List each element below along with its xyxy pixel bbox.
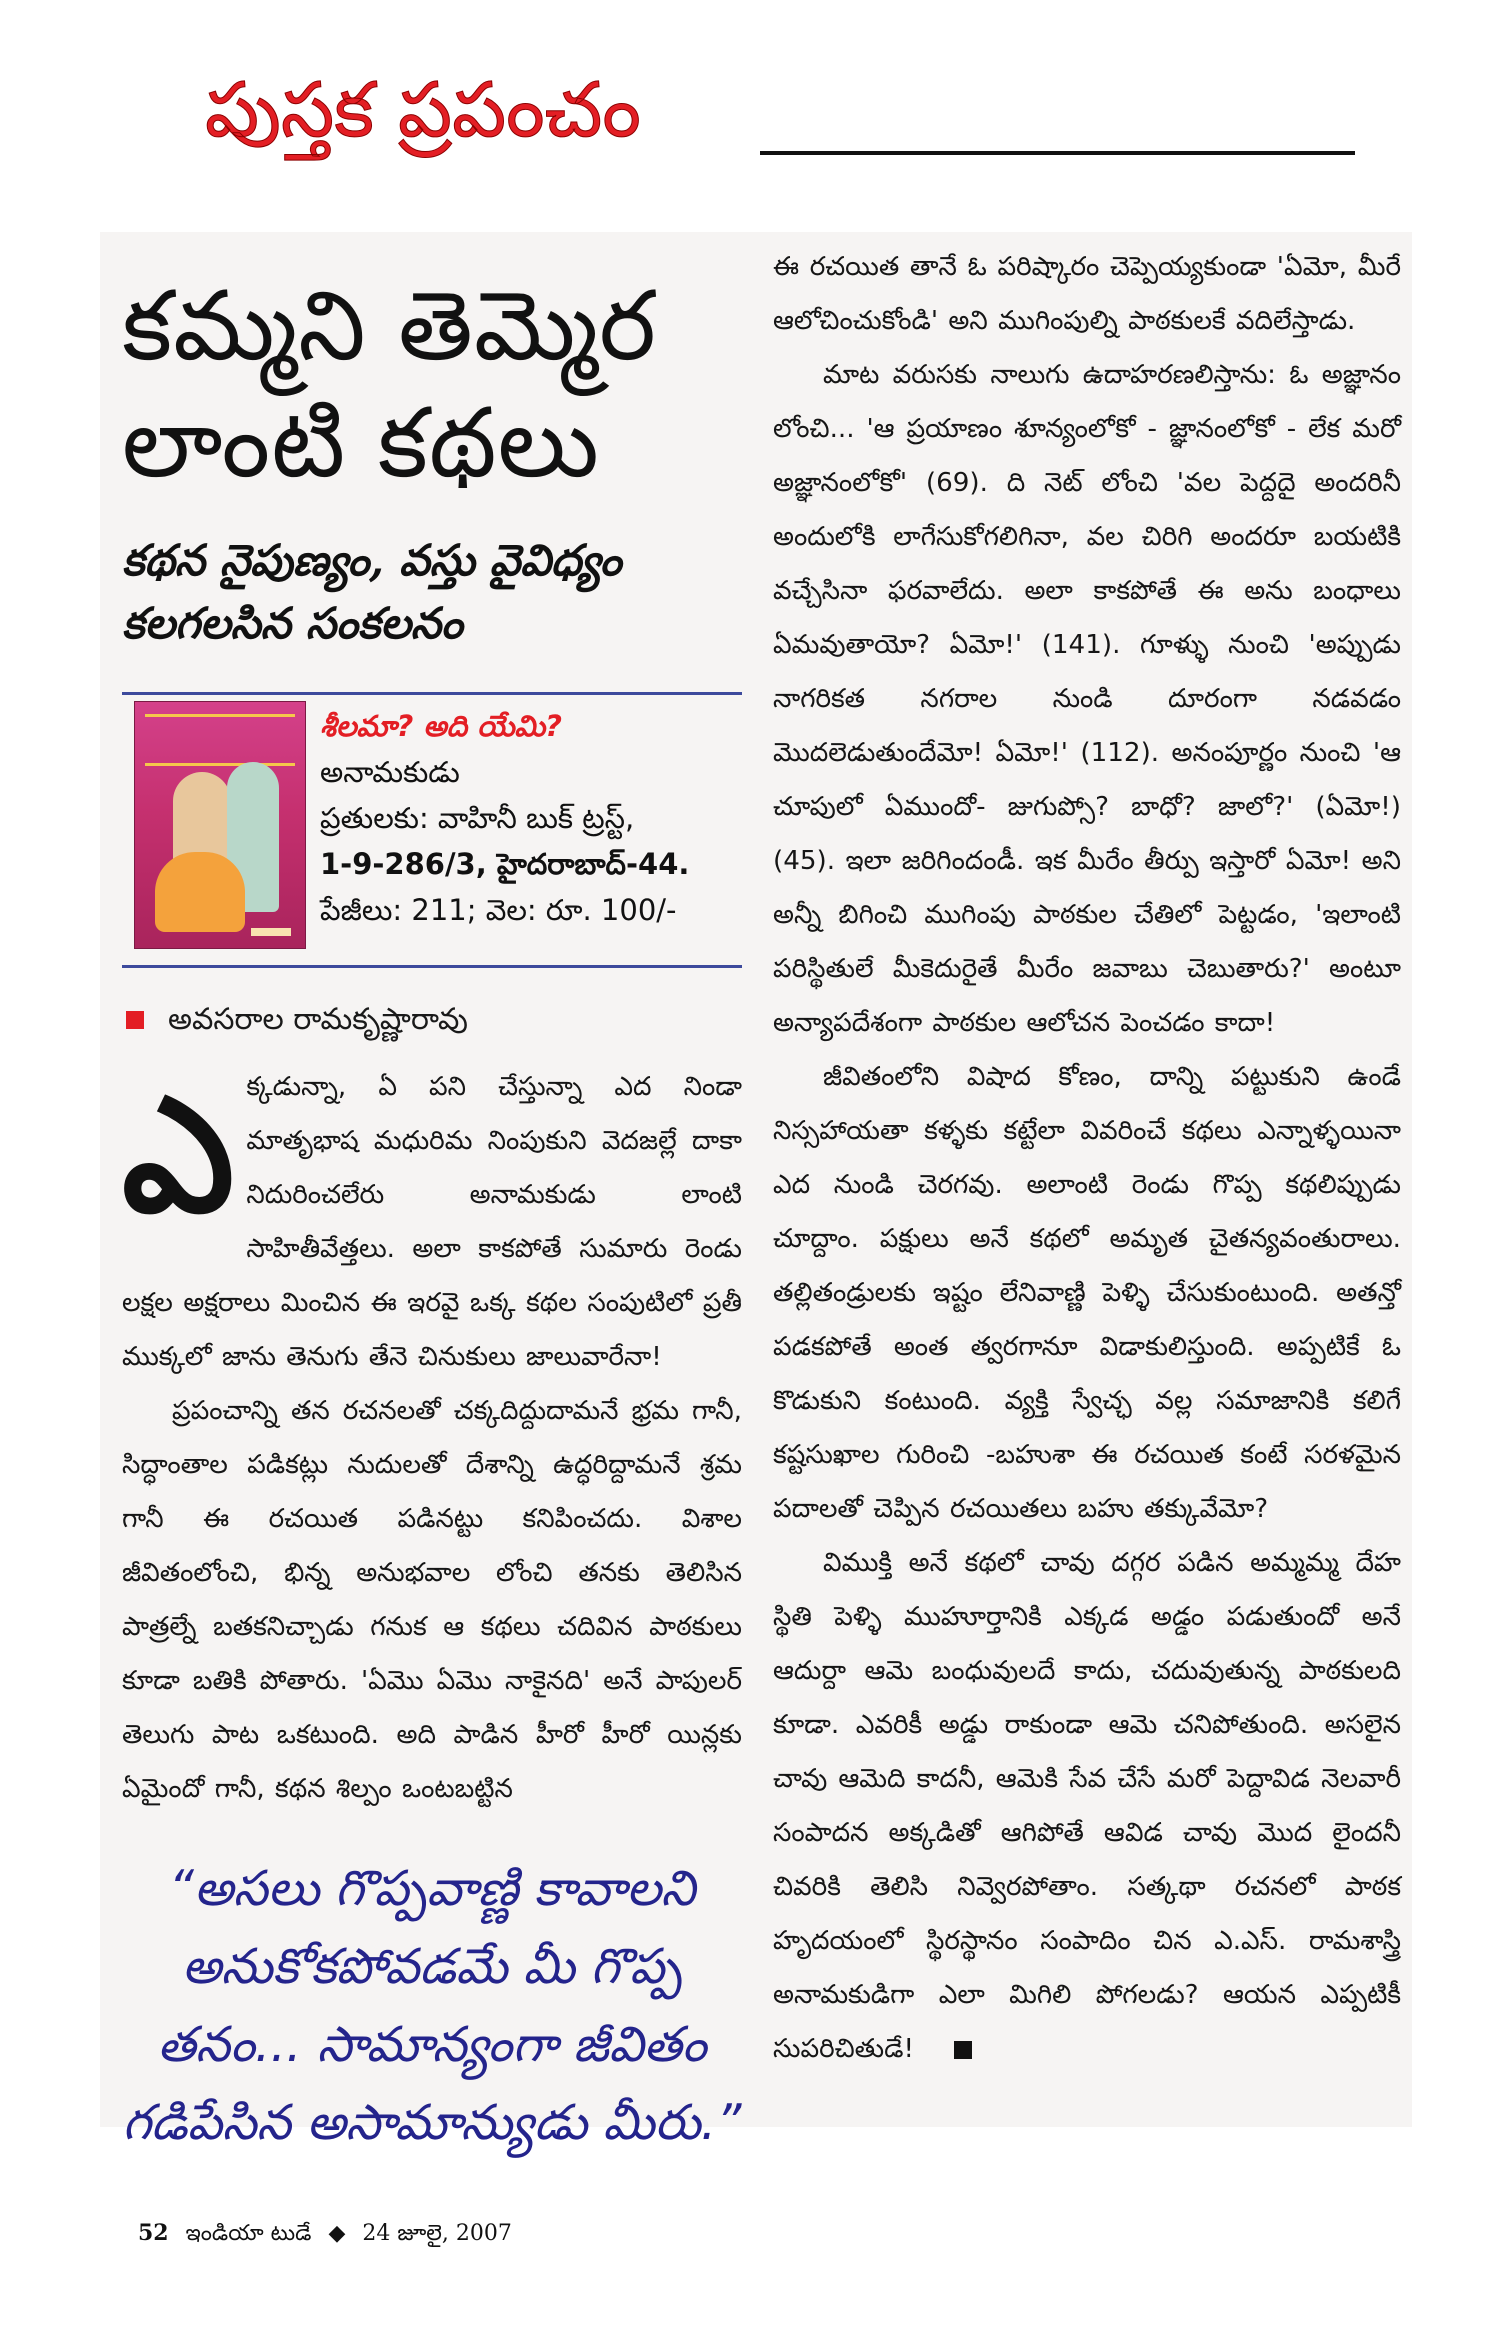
subtitle-line: కథన నైపుణ్యం, వస్తు వైవిధ్యం bbox=[122, 536, 622, 586]
headline-line: కమ్మని తెమ్మెర bbox=[122, 270, 657, 382]
body-paragraph: ప్రపంచాన్ని తన రచనలతో చక్కదిద్దుదామనే భ్రమ గానీ, సిద్ధాంతాల పడికట్లు నుదులతో దేశాన్ని ఉద్ధరిద్దామనే శ్రమ గానీ ఈ రచయిత పడినట్టు కనిపించదు. విశాల జీవితంలోంచి, భిన్న అనుభవాల లోంచి తనకు తెలిసిన పాత్రల్నే బతకనిచ్చాడు గనుక ఆ కథలు చదివిన పాఠకులు కూడా బతికి పోతారు. 'ఏమొ ఏమొ నాకైనది' అనే పాపులర్ తెలుగు పాట ఒకటుంది. అది పాడిన హీరో హీరో యిన్లకు ఏమైందో గానీ, కథన శిల్పం ఒంటబట్టిన bbox=[122, 1396, 742, 1804]
book-address: 1-9-286/3, హైదరాబాద్-44. bbox=[320, 847, 690, 881]
section-title: పుస్తక ప్రపంచం bbox=[205, 65, 641, 154]
diamond-separator-icon: ◆ bbox=[328, 2221, 346, 2246]
body-paragraph-text: క్కడున్నా, ఏ పని చేస్తున్నా ఎద నిండా మాతృభాష మధురిమ నింపుకుని వెదజల్లే దాకా నిదురించలేరు అనామకుడు లాంటి సాహితీవేత్తలు. అలా కాకపోతే సుమారు రెండు లక్షల అక్షరాలు మించిన ఈ ఇరవై ఒక్క కథల సంపుటిలో ప్రతీ ముక్కలో జాను తెనుగు తేనె చినుకులు జాలువారేనా! bbox=[122, 1072, 742, 1372]
body-paragraph bbox=[773, 1536, 1401, 2076]
book-publisher: ప్రతులకు: వాహినీ బుక్ ట్రస్ట్, bbox=[320, 801, 635, 835]
right-column bbox=[773, 240, 1401, 2076]
byline-bullet bbox=[126, 1011, 144, 1029]
cover-mark bbox=[251, 928, 291, 936]
left-body bbox=[122, 1060, 742, 1816]
section-header bbox=[205, 55, 1355, 165]
headline bbox=[122, 268, 742, 502]
cover-figure bbox=[155, 852, 245, 932]
byline-author: అవసరాల రామకృష్ణారావు bbox=[168, 1002, 468, 1037]
body-paragraph: మాట వరుసకు నాలుగు ఉదాహరణలిస్తాను: ఓ అజ్ఞానం లోంచి... 'ఆ ప్రయాణం శూన్యంలోకో - జ్ఞానంలోకో - లేక మరో అజ్ఞానంలోకో' (69). ది నెట్ లోంచి 'వల పెద్దదై అందరినీ అందులోకి లాగేసుకోగలిగినా, వల చిరిగి అందరూ బయటికి వచ్చేసినా ఫరవాలేదు. అలా కాకపోతే ఈ అను బంధాలు ఏమవుతాయో? ఏమో!' (141). గూళ్ళు నుంచి 'అప్పుడు నాగరికత నగరాల నుండి దూరంగా నడవడం మొదలెడుతుందేమో! ఏమో!' (112). అనంపూర్ణం నుంచి 'ఆ చూపులో ఏముందో- జుగుప్సో? బాధో? జాలో?' (ఏమో!) (45). ఇలా జరిగిందండీ. ఇక మీరేం తీర్పు ఇస్తారో ఏమో! అని అన్నీ బిగించి ముగింపు పాఠకుల చేతిలో పెట్టడం, 'ఇలాంటి పరిస్థితులే మీకెదురైతే మీరేం జవాబు చెబుతారు?' అంటూ అన్యాపదేశంగా పాఠకుల ఆలోచన పెంచడం కాదా! bbox=[773, 360, 1401, 1038]
body-paragraph: ఈ రచయిత తానే ఓ పరిష్కారం చెప్పెయ్యకుండా 'ఏమో, మీరే ఆలోచించుకోండి' అని ముగింపుల్ని పాఠకులకే వదిలేస్తాడు. bbox=[773, 252, 1401, 336]
book-author: అనామకుడు bbox=[320, 755, 460, 789]
pull-quote: “అసలు గొప్పవాణ్ణి కావాలని అనుకోకపోవడమే మీ గొప్ప తనం... సామాన్యంగా జీవితం గడిపేసిన అసామాన్యుడు మీరు.” bbox=[122, 1860, 742, 2151]
book-details bbox=[320, 703, 742, 933]
byline bbox=[122, 998, 742, 1042]
body-paragraph bbox=[122, 1060, 742, 1384]
book-info-box bbox=[122, 692, 742, 968]
page-number: 52 bbox=[138, 2220, 169, 2246]
magazine-name: ఇండియా టుడే bbox=[185, 2221, 312, 2246]
book-price: పేజీలు: 211; వెల: రూ. 100/- bbox=[320, 893, 677, 927]
cover-title-band bbox=[145, 714, 295, 766]
body-paragraph: జీవితంలోని విషాద కోణం, దాన్ని పట్టుకుని ఉండే నిస్సహాయతా కళ్ళకు కట్టేలా వివరించే కథలు ఎన్నాళ్ళయినా ఎద నుండి చెరగవు. అలాంటి రెండు గొప్ప కథలిప్పుడు చూద్దాం. పక్షులు అనే కథలో అమృత చైతన్యవంతురాలు. తల్లితండ్రులకు ఇష్టం లేనివాణ్ణి పెళ్ళి చేసుకుంటుంది. అతన్తో పడకపోతే అంత త్వరగానూ విడాకులిస్తుంది. అప్పటికే ఓ కొడుకుని కంటుంది. వ్యక్తి స్వేచ్ఛ వల్ల సమాజానికి కలిగే కష్టసుఖాల గురించి -బహుశా ఈ రచయిత కంటే సరళమైన పదాలతో చెప్పిన రచయితలు బహు తక్కువేమో? bbox=[773, 1062, 1401, 1524]
subtitle bbox=[122, 530, 742, 656]
page-footer bbox=[138, 2220, 522, 2251]
end-mark-icon bbox=[954, 2041, 972, 2059]
headline-line: లాంటి కథలు bbox=[122, 387, 600, 499]
drop-cap: ఎ bbox=[122, 1064, 235, 1248]
book-title: శీలమా? అది యేమి? bbox=[320, 709, 562, 743]
subtitle-line: కలగలసిన సంకలనం bbox=[122, 599, 463, 649]
body-paragraph-text: విముక్తి అనే కథలో చావు దగ్గర పడిన అమ్మమ్మ దేహ స్థితి పెళ్ళి ముహూర్తానికి ఎక్కడ అడ్డం పడుతుందో అనే ఆదుర్దా ఆమె బంధువులదే కాదు, చదువుతున్న పాఠకులది కూడా. ఎవరికీ అడ్డు రాకుండా ఆమె చనిపోతుంది. అసలైన చావు ఆమెది కాదనీ, ఆమెకి సేవ చేసే మరో పెద్దావిడ నెలవారీ సంపాదన అక్కడితో ఆగిపోతే ఆవిడ చావు మొద లైందనీ చివరికి తెలిసి నివ్వెరపోతాం. సత్కథా రచనలో పాఠక హృదయంలో స్థిరస్థానం సంపాదిం చిన ఎ.ఎస్. రామశాస్త్రి అనామకుడిగా ఎలా మిగిలి పోగలడు? ఆయన ఎప్పటికీ సుపరిచితుడే! bbox=[773, 1548, 1401, 2064]
section-rule bbox=[760, 151, 1355, 155]
issue-date: 24 జూలై, 2007 bbox=[362, 2221, 512, 2246]
left-column bbox=[122, 268, 742, 2162]
book-cover-image bbox=[134, 701, 306, 949]
